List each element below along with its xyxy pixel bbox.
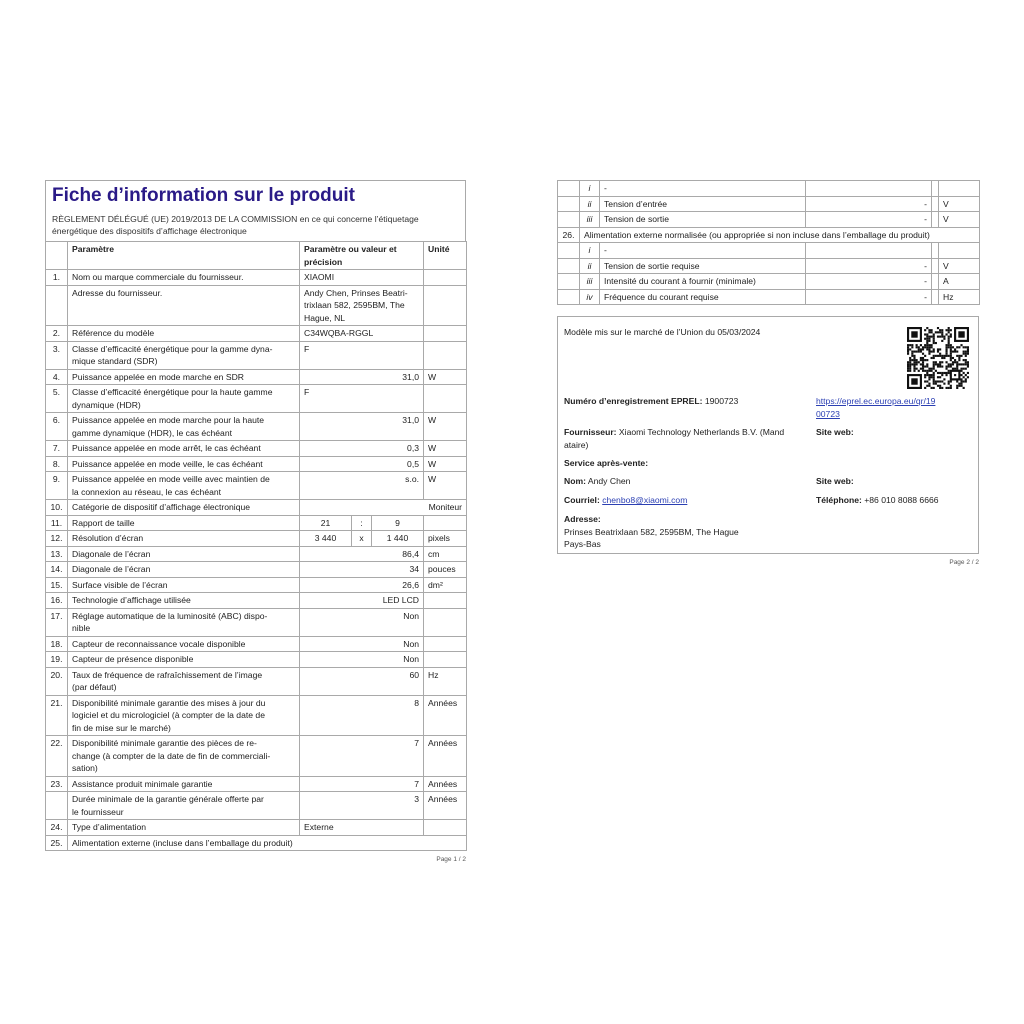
value-right: 1 440 — [372, 531, 424, 547]
line: le fournisseur — [72, 806, 124, 817]
row-value: 7 — [300, 776, 424, 792]
row-num — [46, 285, 68, 326]
row-sub: i — [580, 181, 600, 197]
line: dynamique (HDR) — [72, 399, 141, 410]
line: Rapport de taille — [72, 517, 135, 528]
line: Type d’alimentation — [72, 822, 147, 832]
row-label — [68, 736, 300, 777]
row-unit: V — [939, 196, 980, 212]
contact-name — [564, 475, 630, 488]
line: Diagonale de l’écran — [72, 564, 151, 574]
line: Andy Chen, Prinses Beatri- — [304, 287, 408, 298]
row-label — [68, 593, 300, 609]
row-num: 13. — [46, 546, 68, 562]
table-row — [558, 289, 980, 305]
row-value: Moniteur — [300, 500, 467, 516]
row-value: LED LCD — [300, 593, 424, 609]
table-row — [46, 456, 467, 472]
line: Catégorie de dispositif d’affichage électronique — [72, 502, 251, 512]
row-label — [68, 820, 300, 836]
row-label — [68, 515, 300, 531]
row-num: 21. — [46, 695, 68, 736]
row-label — [68, 456, 300, 472]
row-label: Alimentation externe normalisée (ou appropriée si non incluse dans l’emballage du produit) — [580, 227, 980, 243]
page-1 — [45, 180, 466, 867]
row-label — [68, 562, 300, 578]
row-num: 17. — [46, 608, 68, 636]
row-label: Fréquence du courant requise — [600, 289, 806, 305]
value-left: 21 — [300, 515, 352, 531]
row-dash: - — [806, 196, 932, 212]
row-unit — [424, 636, 467, 652]
row-label — [68, 835, 467, 851]
line: Capteur de présence disponible — [72, 654, 194, 664]
table-row — [46, 820, 467, 836]
row-dash: - — [806, 212, 932, 228]
row-num: 4. — [46, 369, 68, 385]
row-sub: ii — [580, 196, 600, 212]
value-right: 9 — [372, 515, 424, 531]
name-label: Nom: — [564, 476, 586, 486]
row-label — [68, 326, 300, 342]
row-unit: Années — [424, 695, 467, 736]
row-value: 7 — [300, 736, 424, 777]
row-value — [300, 820, 424, 836]
row-value: 34 — [300, 562, 424, 578]
table-row — [558, 274, 980, 290]
row-dash — [806, 181, 932, 197]
row-dash — [806, 243, 932, 259]
website-1 — [816, 426, 854, 439]
row-unit: dm² — [424, 577, 467, 593]
table-row — [46, 608, 467, 636]
row-label — [68, 792, 300, 820]
row-num: 19. — [46, 652, 68, 668]
row-label: Tension d’entrée — [600, 196, 806, 212]
row-value: 60 — [300, 667, 424, 695]
row-num: 18. — [46, 636, 68, 652]
table-row — [46, 341, 467, 369]
row-unit — [424, 515, 467, 531]
row-num: 14. — [46, 562, 68, 578]
row-label — [68, 341, 300, 369]
row-num: 9. — [46, 472, 68, 500]
row-label — [68, 472, 300, 500]
eprel-link-l1[interactable]: https://eprel.ec.europa.eu/qr/19 — [816, 396, 936, 406]
line: Référence du modèle — [72, 328, 155, 338]
row-num: 23. — [46, 776, 68, 792]
line: trixlaan 582, 2595BM, The — [304, 300, 405, 310]
row-sub: iv — [580, 289, 600, 305]
row-label — [68, 270, 300, 286]
page-number: Page 1 / 2 — [436, 856, 466, 863]
table-row — [46, 326, 467, 342]
row-unit: V — [939, 212, 980, 228]
row-num: 3. — [46, 341, 68, 369]
line: Taux de fréquence de rafraîchissement de l’image — [72, 669, 263, 680]
row-unit: Hz — [939, 289, 980, 305]
line: Disponibilité minimale garantie des mises à jour du — [72, 697, 266, 708]
row-num: 8. — [46, 456, 68, 472]
row-value: 26,6 — [300, 577, 424, 593]
line: Disponibilité minimale garantie des pièces de re- — [72, 738, 257, 748]
page-2 — [557, 180, 979, 570]
power-supply-table — [557, 180, 980, 305]
row-value: 0,5 — [300, 456, 424, 472]
row-num — [558, 258, 580, 274]
supplier — [564, 426, 784, 451]
header-num — [46, 242, 68, 270]
regulation-line-2: énergétique des dispositifs d’affichage électronique — [52, 226, 247, 236]
row-num — [558, 274, 580, 290]
table-row — [46, 667, 467, 695]
line: Puissance appelée en mode arrêt, le cas échéant — [72, 443, 261, 453]
line: Diagonale de l’écran — [72, 548, 151, 559]
row-num — [558, 289, 580, 305]
row-num: 16. — [46, 593, 68, 609]
row-num — [558, 212, 580, 228]
row-unit — [424, 820, 467, 836]
row-value: 8 — [300, 695, 424, 736]
address-label: Adresse: — [564, 514, 601, 524]
table-row — [46, 385, 467, 413]
row-unit: Années — [424, 792, 467, 820]
table-row — [558, 181, 980, 197]
table-row — [46, 636, 467, 652]
line: Classe d’efficacité énergétique pour la haute gamme — [72, 387, 273, 397]
eprel-link-l2[interactable]: 00723 — [816, 408, 840, 419]
table-row — [46, 736, 467, 777]
row-unit: cm — [424, 546, 467, 562]
row-unit: W — [424, 413, 467, 441]
value-left: 3 440 — [300, 531, 352, 547]
line: XIAOMI — [304, 272, 335, 282]
table-row — [46, 441, 467, 457]
row-unit — [424, 285, 467, 326]
line: (par défaut) — [72, 682, 117, 692]
line: Capteur de reconnaissance vocale disponible — [72, 638, 246, 649]
row-num — [558, 243, 580, 259]
line: Externe — [304, 822, 334, 832]
row-num: 20. — [46, 667, 68, 695]
row-dash: - — [806, 289, 932, 305]
row-label — [68, 667, 300, 695]
row-num — [558, 196, 580, 212]
row-unit — [424, 593, 467, 609]
row-label: Tension de sortie requise — [600, 258, 806, 274]
line: Classe d’efficacité énergétique pour la gamme dyna- — [72, 343, 273, 354]
row-value: 3 — [300, 792, 424, 820]
eprel-link[interactable] — [816, 395, 935, 420]
line: Résolution d’écran — [72, 533, 144, 543]
table-row — [46, 593, 467, 609]
row-num: 1. — [46, 270, 68, 286]
row-value: 0,3 — [300, 441, 424, 457]
eprel-label: Numéro d’enregistrement EPREL: — [564, 396, 703, 406]
product-info-table — [45, 241, 467, 851]
row-num — [558, 181, 580, 197]
line: Puissance appelée en mode veille avec maintien de — [72, 474, 270, 484]
table-row — [46, 695, 467, 736]
row-sep — [932, 181, 939, 197]
phone — [816, 494, 939, 507]
row-unit — [939, 181, 980, 197]
website2-label: Site web: — [816, 476, 854, 486]
phone-value: +86 010 8088 6666 — [864, 495, 939, 505]
row-label — [68, 441, 300, 457]
table-row — [558, 258, 980, 274]
value-sep: : — [352, 515, 372, 531]
email-link[interactable]: chenbo8@xiaomi.com — [602, 495, 688, 505]
email — [564, 494, 687, 507]
table-row — [46, 652, 467, 668]
row-num: 25. — [46, 835, 68, 851]
row-unit: W — [424, 472, 467, 500]
line: F — [304, 343, 310, 354]
row-label — [68, 577, 300, 593]
table-row — [46, 472, 467, 500]
line: fin de mise sur le marché) — [72, 722, 171, 733]
table-row — [46, 776, 467, 792]
row-unit — [424, 608, 467, 636]
row-num: 26. — [558, 227, 580, 243]
service-label: Service après-vente: — [564, 458, 649, 468]
row-label — [68, 608, 300, 636]
value-sep: x — [352, 531, 372, 547]
line: sation) — [72, 763, 98, 773]
regulation-line-1: RÈGLEMENT DÉLÉGUÉ (UE) 2019/2013 DE LA COMMISSION en ce qui concerne l’étiquetage — [52, 214, 419, 224]
row-num: 22. — [46, 736, 68, 777]
row-sub: iii — [580, 212, 600, 228]
row-unit: V — [939, 258, 980, 274]
table-row — [46, 531, 467, 547]
row-label — [68, 385, 300, 413]
row-value — [300, 270, 424, 286]
row-num: 2. — [46, 326, 68, 342]
row-sep — [932, 196, 939, 212]
row-unit: A — [939, 274, 980, 290]
row-unit — [939, 243, 980, 259]
table-row — [46, 792, 467, 820]
address — [564, 513, 739, 551]
row-value: Non — [300, 636, 424, 652]
row-label — [68, 285, 300, 326]
row-value — [300, 385, 424, 413]
header-param: Paramètre — [68, 242, 300, 270]
row-label — [68, 531, 300, 547]
row-dash: - — [806, 274, 932, 290]
header-value-l1: Paramètre ou valeur et — [304, 244, 397, 254]
row-label: - — [600, 243, 806, 259]
row-label: Intensité du courant à fournir (minimale) — [600, 274, 806, 290]
table-header-row — [46, 242, 467, 270]
row-unit — [424, 326, 467, 342]
row-unit — [424, 385, 467, 413]
line: logiciel et du micrologiciel (à compter de la date de — [72, 710, 265, 720]
row-label — [68, 369, 300, 385]
row-unit: Années — [424, 776, 467, 792]
phone-label: Téléphone: — [816, 495, 862, 505]
row-value: 31,0 — [300, 413, 424, 441]
table-row — [46, 835, 467, 851]
header-unit: Unité — [424, 242, 467, 270]
line: Alimentation externe (incluse dans l’emballage du produit) — [72, 837, 293, 848]
row-num: 6. — [46, 413, 68, 441]
name-value: Andy Chen — [587, 476, 631, 486]
row-num: 10. — [46, 500, 68, 516]
row-value — [300, 326, 424, 342]
line: gamme dynamique (HDR), le cas échéant — [72, 427, 233, 438]
header-value — [300, 242, 424, 270]
line: Technologie d’affichage utilisée — [72, 595, 191, 605]
table-row — [558, 227, 980, 243]
after-sales — [564, 457, 648, 470]
table-row — [46, 515, 467, 531]
line: change (à compter de la date de fin de commerciali- — [72, 750, 271, 761]
row-label — [68, 636, 300, 652]
row-sub: iii — [580, 274, 600, 290]
row-value — [300, 341, 424, 369]
row-sep — [932, 243, 939, 259]
row-unit: W — [424, 369, 467, 385]
row-label — [68, 413, 300, 441]
line: F — [304, 387, 310, 397]
row-value: Non — [300, 608, 424, 636]
address-line-2: Pays-Bas — [564, 539, 601, 549]
table-row — [46, 562, 467, 578]
row-unit: Années — [424, 736, 467, 777]
line: Adresse du fournisseur. — [72, 287, 163, 298]
table-row — [46, 270, 467, 286]
table-row — [46, 285, 467, 326]
eprel-value: 1900723 — [704, 396, 739, 406]
row-unit — [424, 341, 467, 369]
row-num: 11. — [46, 515, 68, 531]
qr-code-icon[interactable] — [907, 327, 969, 389]
line: mique standard (SDR) — [72, 356, 158, 366]
line: C34WQBA-RGGL — [304, 328, 374, 338]
row-unit: W — [424, 456, 467, 472]
table-row — [46, 500, 467, 516]
row-unit: W — [424, 441, 467, 457]
row-value: 86,4 — [300, 546, 424, 562]
row-num — [46, 792, 68, 820]
row-num: 12. — [46, 531, 68, 547]
row-num: 7. — [46, 441, 68, 457]
row-sep — [932, 289, 939, 305]
row-num: 15. — [46, 577, 68, 593]
website-label: Site web: — [816, 427, 854, 437]
table-row — [46, 577, 467, 593]
email-label: Courriel: — [564, 495, 600, 505]
website-2 — [816, 475, 854, 488]
row-sep — [932, 258, 939, 274]
table-row — [558, 243, 980, 259]
row-unit: Hz — [424, 667, 467, 695]
eprel-number — [564, 395, 738, 408]
row-label — [68, 546, 300, 562]
row-unit: pixels — [424, 531, 467, 547]
supplier-value-l2: ataire) — [564, 439, 589, 450]
page-number-2: Page 2 / 2 — [949, 559, 979, 566]
supplier-label: Fournisseur: — [564, 427, 617, 437]
line: nible — [72, 623, 91, 633]
row-unit — [424, 270, 467, 286]
table-row — [558, 196, 980, 212]
row-label — [68, 776, 300, 792]
supplier-value-l1: Xiaomi Technology Netherlands B.V. (Mand — [618, 427, 785, 437]
row-value: s.o. — [300, 472, 424, 500]
row-dash: - — [806, 258, 932, 274]
line: la connexion au réseau, le cas échéant — [72, 486, 222, 497]
line: Hague, NL — [304, 312, 346, 323]
header-value-l2: précision — [304, 256, 343, 267]
row-label: - — [600, 181, 806, 197]
row-label: Tension de sortie — [600, 212, 806, 228]
row-sep — [932, 274, 939, 290]
line: Puissance appelée en mode veille, le cas échéant — [72, 458, 263, 469]
row-label — [68, 500, 300, 516]
row-value: Non — [300, 652, 424, 668]
line: Nom ou marque commerciale du fournisseur. — [72, 272, 244, 282]
table-row — [46, 546, 467, 562]
line: Surface visible de l’écran — [72, 579, 168, 590]
row-sub: i — [580, 243, 600, 259]
table-row — [46, 369, 467, 385]
row-unit — [424, 652, 467, 668]
row-label — [68, 652, 300, 668]
row-label — [68, 695, 300, 736]
row-sep — [932, 212, 939, 228]
line: Assistance produit minimale garantie — [72, 778, 213, 789]
page-1-header — [45, 180, 466, 241]
row-num: 24. — [46, 820, 68, 836]
market-date: Modèle mis sur le marché de l’Union du 05/03/2024 — [564, 327, 761, 337]
row-num: 5. — [46, 385, 68, 413]
eprel-card — [557, 316, 979, 554]
table-row — [558, 212, 980, 228]
address-line-1: Prinses Beatrixlaan 582, 2595BM, The Hague — [564, 526, 739, 537]
row-value — [300, 285, 424, 326]
line: Puissance appelée en mode marche en SDR — [72, 371, 244, 382]
row-sub: ii — [580, 258, 600, 274]
row-value: 31,0 — [300, 369, 424, 385]
line: Puissance appelée en mode marche pour la haute — [72, 415, 265, 425]
page-title: Fiche d’information sur le produit — [52, 185, 355, 206]
line: Durée minimale de la garantie générale offerte par — [72, 794, 264, 804]
row-unit: pouces — [424, 562, 467, 578]
table-row — [46, 413, 467, 441]
line: Réglage automatique de la luminosité (ABC) dispo- — [72, 610, 268, 621]
